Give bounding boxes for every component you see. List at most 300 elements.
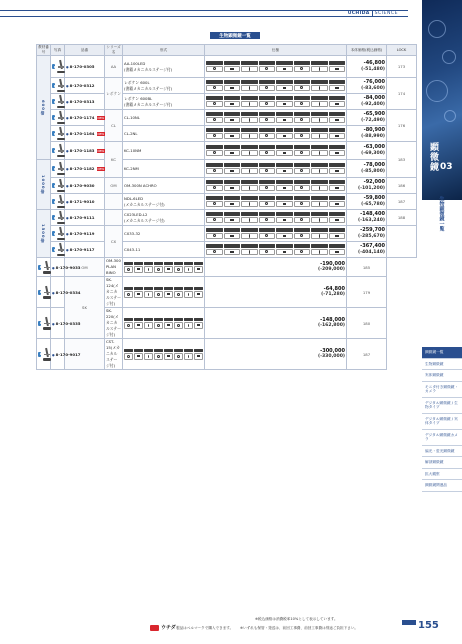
spec-icon — [329, 117, 346, 124]
thumbnail-cell — [51, 110, 65, 126]
spec-icon — [259, 150, 276, 157]
spec-icon — [206, 66, 223, 73]
spec-icon — [224, 185, 241, 192]
thumbnail-cell — [51, 142, 65, 160]
spec-header-chip — [329, 145, 346, 149]
spec-icon — [311, 185, 328, 192]
spec-header-chip — [144, 287, 153, 291]
spec-cell — [205, 126, 347, 142]
model-line: KC-2NM — [124, 165, 139, 171]
spec-icon — [241, 168, 258, 175]
spec-icon — [241, 201, 258, 208]
spec-cell — [123, 258, 205, 277]
spec-icon — [241, 249, 258, 256]
spec-icon — [206, 168, 223, 175]
model-line: NDL-6LED — [124, 195, 144, 201]
thumbnail-cell — [51, 178, 65, 194]
spec-icon — [206, 201, 223, 208]
spec-icon — [224, 85, 241, 92]
spec-header-chip — [259, 244, 276, 248]
spec-icon — [184, 291, 193, 298]
price: -92,000 — [363, 179, 385, 185]
thumbnail-cell — [37, 277, 51, 308]
magnification-category: 1000倍 — [37, 160, 51, 210]
spec-icon — [206, 185, 223, 192]
spec-icon — [134, 353, 143, 360]
spec-icon — [154, 353, 163, 360]
price-cell — [205, 308, 347, 339]
spec-icon — [224, 249, 241, 256]
thumbnail-cell — [51, 126, 65, 142]
spec-icon — [329, 150, 346, 157]
spec-cell — [205, 178, 347, 194]
spec-icon — [276, 117, 293, 124]
col-header: シリーズ名 — [106, 45, 121, 54]
spec-header-chip — [311, 80, 328, 84]
price-tax: (-285,670) — [357, 233, 385, 239]
spec-icon — [124, 291, 133, 298]
spec-cell — [205, 110, 347, 126]
model-line: SK-220(メカニカルステージ付) — [106, 308, 121, 337]
spec-icon — [206, 150, 223, 157]
price-cell — [347, 210, 387, 226]
spec-icon — [164, 266, 173, 273]
spec-header-chip — [224, 112, 241, 116]
spec-icon — [259, 133, 276, 140]
model-line: CL-2NL — [124, 130, 138, 136]
code-cell — [65, 78, 105, 94]
spec-icon — [224, 233, 241, 240]
thumbnail-cell — [51, 194, 65, 210]
spec-header-chip — [329, 128, 346, 132]
model-line: CL-10NL — [124, 114, 140, 120]
spec-header-chip — [311, 196, 328, 200]
spec-header-chip — [194, 318, 203, 322]
spec-header-chip — [206, 228, 223, 232]
page-ref: 188 — [387, 210, 417, 226]
microscope-icon — [57, 227, 63, 240]
spec-icon — [294, 249, 311, 256]
model-cell — [123, 142, 205, 160]
spec-icon — [144, 266, 153, 273]
spec-header-chip — [164, 287, 173, 291]
spec-header-chip — [294, 128, 311, 132]
table-row — [37, 94, 417, 110]
brand-separator — [372, 11, 373, 16]
nav-item[interactable]: 顕微鏡一覧 — [422, 347, 462, 359]
spec-icon — [294, 150, 311, 157]
spec-cell — [205, 78, 347, 94]
catalog-icon — [52, 215, 55, 220]
spec-header-chip — [241, 244, 258, 248]
series-name — [105, 194, 123, 210]
product-code: ● 8-170-1182 — [66, 166, 95, 171]
catalog-icon — [38, 265, 41, 270]
model-cell — [123, 210, 205, 226]
spec-cell — [205, 194, 347, 210]
spec-icon — [311, 133, 328, 140]
spec-header-chip — [206, 244, 223, 248]
spec-icon — [206, 85, 223, 92]
series-name: CX — [105, 226, 123, 258]
spec-icon — [241, 150, 258, 157]
code-cell — [65, 194, 105, 210]
spec-header-chip — [294, 163, 311, 167]
product-code: ● 8-170-9030 — [66, 183, 95, 188]
spec-icon — [329, 66, 346, 73]
spec-icon — [311, 233, 328, 240]
spec-icon — [241, 66, 258, 73]
model-cell — [123, 160, 205, 178]
chapter-nav — [422, 347, 462, 492]
spec-icon — [329, 249, 346, 256]
table-row — [37, 160, 417, 178]
model-cell — [105, 339, 123, 370]
spec-icon — [329, 101, 346, 108]
spec-header-chip — [154, 287, 163, 291]
thumbnail-cell — [37, 258, 51, 277]
product-code: ● 8-170-0334 — [52, 290, 81, 295]
spec-header-chip — [224, 212, 241, 216]
spec-header-chip — [206, 61, 223, 65]
model-line: (書籍メカニカルステージ付) — [124, 101, 173, 107]
model-line: OM-300N ACHRO — [124, 182, 157, 188]
model-cell — [123, 126, 205, 142]
spec-icon — [206, 249, 223, 256]
nav-item[interactable]: 生物顕微鏡 — [422, 359, 462, 371]
microscope-icon — [57, 127, 63, 140]
thumbnail-cell — [51, 56, 65, 78]
spec-header-chip — [294, 228, 311, 232]
magnification-category: 600倍 — [37, 56, 51, 160]
catalog-icon — [52, 231, 55, 236]
spec-header-chip — [224, 180, 241, 184]
spec-header-chip — [174, 318, 183, 322]
spec-header-chip — [224, 244, 241, 248]
spec-header-chip — [276, 128, 293, 132]
brand — [348, 10, 398, 17]
code-cell — [65, 142, 105, 160]
series-name — [105, 210, 123, 226]
product-code: ● 8-170-9017 — [52, 352, 81, 357]
price-cell — [347, 94, 387, 110]
spec-header-chip — [194, 349, 203, 353]
spec-icon — [329, 85, 346, 92]
spec-header-chip — [259, 180, 276, 184]
spec-header-chip — [294, 96, 311, 100]
spec-icon — [224, 168, 241, 175]
thumbnail-cell — [51, 94, 65, 110]
spec-header-chip — [311, 112, 328, 116]
col-header: 仕様 — [205, 45, 347, 56]
spec-header-chip — [276, 212, 293, 216]
spec-header-chip — [259, 163, 276, 167]
code-cell — [65, 178, 105, 194]
model-cell — [105, 277, 123, 308]
price-tax: (-330,000) — [317, 354, 345, 359]
spec-icon — [124, 322, 133, 329]
series-name: AA — [105, 56, 123, 78]
price: -148,000 — [320, 316, 345, 323]
header-bar — [0, 10, 408, 17]
spec-header-chip — [276, 228, 293, 232]
price-tax: (-404,140) — [357, 249, 385, 255]
col-header: 教材番号 — [38, 45, 49, 54]
code-cell — [51, 277, 81, 308]
table-row — [37, 242, 417, 258]
spec-icon — [276, 168, 293, 175]
spec-header-chip — [294, 180, 311, 184]
table-row — [37, 258, 417, 277]
price: -367,400 — [360, 243, 385, 249]
spec-icon — [259, 233, 276, 240]
spec-icon — [329, 201, 346, 208]
model-line: AA-100LED — [124, 60, 146, 66]
microscope-icon — [57, 179, 63, 192]
spec-header-chip — [329, 180, 346, 184]
spec-header-chip — [184, 349, 193, 353]
series-name: OM — [105, 178, 123, 194]
model-cell — [123, 194, 205, 210]
col-header: 本体価格(税込価格) — [347, 45, 387, 56]
spec-header-chip — [259, 212, 276, 216]
spec-icon — [294, 201, 311, 208]
table-row — [37, 110, 417, 126]
table-row — [37, 126, 417, 142]
spec-icon — [294, 168, 311, 175]
spec-icon — [224, 133, 241, 140]
spec-icon — [311, 117, 328, 124]
model-line: (書籍メカニカルステージ付) — [124, 66, 173, 72]
nav-item[interactable]: デジタル顕微鏡 / 実体タイプ — [422, 414, 462, 430]
microscope-icon — [57, 111, 63, 124]
spec-header-chip — [134, 318, 143, 322]
col-header: LOCK — [387, 45, 417, 56]
price-cell — [347, 110, 387, 126]
spec-header-chip — [174, 349, 183, 353]
series-name: SK — [65, 277, 105, 339]
spec-header-chip — [164, 318, 173, 322]
code-cell — [51, 308, 81, 339]
price: -59,800 — [363, 195, 385, 201]
code-cell — [65, 56, 105, 78]
price-tax: (-162,800) — [317, 323, 345, 328]
nav-item[interactable]: デジタル顕微鏡カメラ — [422, 430, 462, 446]
spec-header-chip — [144, 349, 153, 353]
price-cell — [347, 142, 387, 160]
spec-header-chip — [241, 228, 258, 232]
nav-item[interactable]: 偏光・蛍光顕微鏡 — [422, 446, 462, 458]
spec-icon — [174, 266, 183, 273]
microscope-icon — [43, 286, 49, 299]
microscope-icon — [43, 317, 49, 330]
spec-icon — [259, 117, 276, 124]
spec-header-chip — [276, 145, 293, 149]
spec-header-chip — [184, 262, 193, 266]
page-ref: 185 — [347, 258, 387, 277]
thumbnail-cell — [51, 78, 65, 94]
spec-icon — [194, 266, 203, 273]
new-badge: NEW — [97, 167, 105, 171]
page-ref: 173 — [387, 56, 417, 78]
spec-icon — [144, 322, 153, 329]
spec-icon — [276, 66, 293, 73]
microscope-icon — [57, 195, 63, 208]
spec-icon — [276, 85, 293, 92]
model-line: (書籍メカニカルステージ付) — [124, 85, 173, 91]
nav-item[interactable]: 顕微鏡関連品 — [422, 480, 462, 492]
spec-header-chip — [329, 80, 346, 84]
spec-header-chip — [311, 96, 328, 100]
spec-header-chip — [311, 212, 328, 216]
spec-header-chip — [311, 244, 328, 248]
spec-header-chip — [154, 349, 163, 353]
spec-icon — [311, 101, 328, 108]
nav-item[interactable]: 実体顕微鏡 — [422, 370, 462, 382]
spec-cell — [205, 210, 347, 226]
spec-icon — [206, 117, 223, 124]
page-ref: 186 — [387, 178, 417, 194]
nav-item[interactable]: 解剖顕微鏡 — [422, 457, 462, 469]
page-ref: 174 — [387, 78, 417, 110]
spec-header-chip — [241, 61, 258, 65]
spec-header-chip — [241, 96, 258, 100]
nav-item[interactable]: デジタル顕微鏡 / 生物タイプ — [422, 398, 462, 414]
cell-shape — [444, 110, 456, 122]
spec-header-chip — [259, 80, 276, 84]
model-line: KC-10NM — [124, 147, 142, 153]
spec-header-chip — [134, 262, 143, 266]
price: -64,800 — [323, 285, 345, 292]
spec-header-chip — [311, 145, 328, 149]
spec-header-chip — [241, 212, 258, 216]
spec-header-chip — [124, 318, 133, 322]
price-cell — [347, 194, 387, 210]
spec-header-chip — [134, 349, 143, 353]
spec-header-chip — [206, 163, 223, 167]
spec-header-chip — [329, 228, 346, 232]
model-cell — [123, 56, 205, 78]
price: -300,000 — [320, 347, 345, 354]
microscope-icon — [43, 348, 49, 361]
microscope-icon — [57, 243, 63, 256]
model-line: OM-300 PLAN BINO — [106, 258, 121, 275]
cell-shape — [442, 50, 456, 64]
spec-icon — [329, 133, 346, 140]
spec-header-chip — [276, 163, 293, 167]
thumbnail-cell — [51, 210, 65, 226]
product-code: ● 8-171-9010 — [66, 199, 95, 204]
spec-header-chip — [276, 80, 293, 84]
spec-header-chip — [224, 145, 241, 149]
code-cell — [65, 110, 105, 126]
catalog-icon — [38, 352, 41, 357]
product-code: ● 8-170-9119 — [66, 231, 95, 236]
spec-icon — [276, 185, 293, 192]
section-title: 生物顕微鏡一覧 — [438, 196, 445, 231]
spec-icon — [311, 150, 328, 157]
product-code: ● 8-170-0305 — [66, 64, 95, 69]
nav-item[interactable]: 拡大観察 — [422, 469, 462, 481]
spec-icon — [224, 201, 241, 208]
price-tax: (-83,600) — [361, 85, 385, 91]
spec-icon — [134, 291, 143, 298]
spec-icon — [311, 66, 328, 73]
spec-header-chip — [294, 61, 311, 65]
code-cell — [65, 210, 105, 226]
model-cell — [123, 242, 205, 258]
spec-icon — [276, 217, 293, 224]
series-name: CL — [105, 110, 123, 142]
spec-icon — [164, 322, 173, 329]
spec-header-chip — [241, 112, 258, 116]
model-cell — [105, 308, 123, 339]
product-code: ● 8-170-1164 — [66, 131, 95, 136]
spec-icon — [311, 249, 328, 256]
new-badge: NEW — [97, 116, 105, 120]
spec-header-chip — [144, 318, 153, 322]
spec-header-chip — [276, 196, 293, 200]
price-cell — [347, 160, 387, 178]
spec-icon — [134, 322, 143, 329]
spec-header-chip — [241, 196, 258, 200]
table-body — [37, 56, 417, 370]
thumbnail-cell — [51, 242, 65, 258]
spec-header-chip — [184, 287, 193, 291]
price: -259,700 — [360, 227, 385, 233]
spec-icon — [294, 85, 311, 92]
page-ref: 187 — [347, 339, 387, 370]
footer-message: 製品はベルマークで購入できます。 — [176, 626, 234, 630]
code-cell — [65, 94, 105, 110]
spec-header-chip — [329, 61, 346, 65]
catalog-icon — [38, 290, 41, 295]
spec-icon — [134, 266, 143, 273]
spec-icon — [276, 101, 293, 108]
spec-icon — [224, 150, 241, 157]
table-row — [37, 142, 417, 160]
product-code: ● 8-170-9111 — [66, 215, 95, 220]
model-line: レボケン 600BL — [124, 95, 153, 101]
price-tax: (-85,800) — [361, 168, 385, 174]
spec-icon — [241, 133, 258, 140]
spec-header-chip — [311, 228, 328, 232]
series-name: OM — [65, 258, 105, 277]
spec-icon — [276, 150, 293, 157]
spec-icon — [259, 101, 276, 108]
spec-icon — [164, 291, 173, 298]
spec-header-chip — [164, 262, 173, 266]
spec-header-chip — [311, 180, 328, 184]
spec-header-chip — [329, 96, 346, 100]
spec-header-chip — [241, 128, 258, 132]
price: -76,000 — [363, 79, 385, 85]
brand-name: UCHIDA — [347, 11, 370, 16]
spec-icon — [154, 322, 163, 329]
model-cell — [123, 78, 205, 94]
spec-icon — [224, 101, 241, 108]
nav-item[interactable]: モニタ付き顕微鏡・カメラ — [422, 382, 462, 398]
spec-icon — [194, 291, 203, 298]
spec-header-chip — [276, 112, 293, 116]
catalog-icon — [52, 199, 55, 204]
spec-icon — [294, 133, 311, 140]
spec-header-chip — [224, 96, 241, 100]
spec-icon — [276, 233, 293, 240]
spec-header-chip — [311, 163, 328, 167]
table-row — [37, 226, 417, 242]
page-ref: 183 — [387, 142, 417, 178]
